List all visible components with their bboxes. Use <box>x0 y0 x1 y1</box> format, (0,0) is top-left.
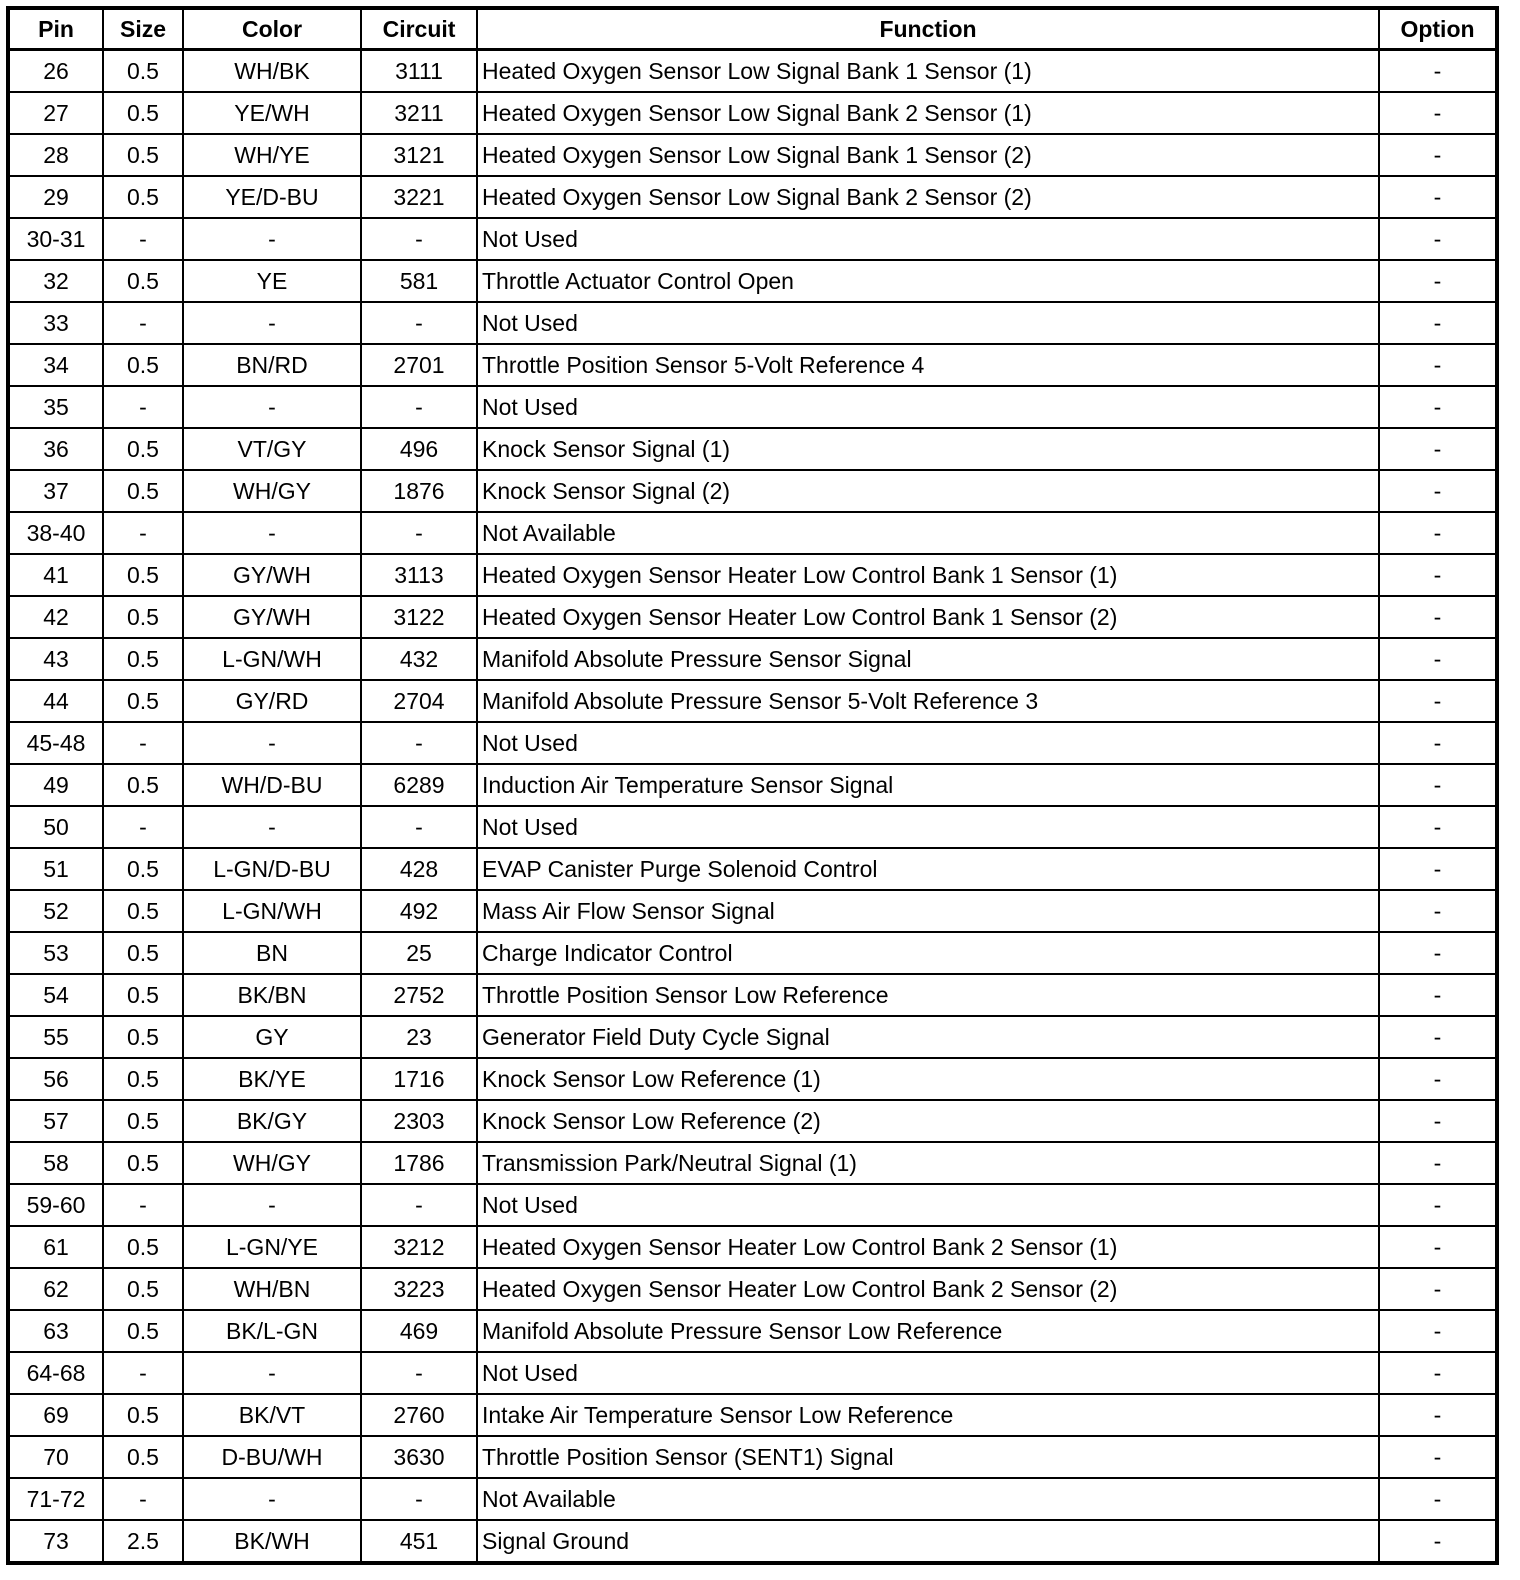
table-row <box>8 1100 1497 1142</box>
cell-function: Heated Oxygen Sensor Low Signal Bank 1 Sensor (1) <box>477 50 1379 93</box>
cell-option: - <box>1379 1478 1497 1520</box>
cell-circuit: 3113 <box>361 554 477 596</box>
cell-size: 0.5 <box>103 260 183 302</box>
cell-circuit: 3212 <box>361 1226 477 1268</box>
cell-pin: 61 <box>8 1226 103 1268</box>
table-row <box>8 386 1497 428</box>
cell-size: - <box>103 1352 183 1394</box>
connector-pinout-table <box>6 6 1499 1565</box>
cell-color: L-GN/YE <box>183 1226 361 1268</box>
cell-color: - <box>183 218 361 260</box>
header-option: Option <box>1379 8 1497 50</box>
cell-function: Transmission Park/Neutral Signal (1) <box>477 1142 1379 1184</box>
cell-function: Manifold Absolute Pressure Sensor Signal <box>477 638 1379 680</box>
table-row <box>8 848 1497 890</box>
cell-pin: 53 <box>8 932 103 974</box>
cell-circuit: 1876 <box>361 470 477 512</box>
cell-color: WH/BK <box>183 50 361 93</box>
cell-pin: 57 <box>8 1100 103 1142</box>
table-header-row <box>8 8 1497 50</box>
table-row <box>8 50 1497 93</box>
cell-size: - <box>103 302 183 344</box>
table-row <box>8 428 1497 470</box>
cell-circuit: 1786 <box>361 1142 477 1184</box>
cell-pin: 54 <box>8 974 103 1016</box>
table-row <box>8 302 1497 344</box>
table-row <box>8 890 1497 932</box>
cell-function: Heated Oxygen Sensor Heater Low Control Bank 2 Sensor (2) <box>477 1268 1379 1310</box>
table-row <box>8 134 1497 176</box>
cell-function: Induction Air Temperature Sensor Signal <box>477 764 1379 806</box>
table-row <box>8 1310 1497 1352</box>
cell-pin: 63 <box>8 1310 103 1352</box>
cell-option: - <box>1379 890 1497 932</box>
header-color: Color <box>183 8 361 50</box>
table-row <box>8 722 1497 764</box>
cell-color: L-GN/WH <box>183 890 361 932</box>
cell-function: Knock Sensor Low Reference (2) <box>477 1100 1379 1142</box>
cell-function: Heated Oxygen Sensor Low Signal Bank 2 Sensor (2) <box>477 176 1379 218</box>
table-row <box>8 1436 1497 1478</box>
cell-size: 0.5 <box>103 134 183 176</box>
cell-option: - <box>1379 176 1497 218</box>
cell-color: - <box>183 806 361 848</box>
cell-circuit: - <box>361 386 477 428</box>
cell-pin: 69 <box>8 1394 103 1436</box>
cell-function: Knock Sensor Signal (2) <box>477 470 1379 512</box>
cell-circuit: 2752 <box>361 974 477 1016</box>
cell-function: Not Used <box>477 386 1379 428</box>
cell-circuit: 3630 <box>361 1436 477 1478</box>
cell-option: - <box>1379 848 1497 890</box>
cell-function: Not Used <box>477 1184 1379 1226</box>
table-row <box>8 176 1497 218</box>
cell-circuit: - <box>361 806 477 848</box>
table-row <box>8 764 1497 806</box>
cell-color: VT/GY <box>183 428 361 470</box>
cell-size: - <box>103 1478 183 1520</box>
cell-size: - <box>103 1184 183 1226</box>
cell-function: Knock Sensor Signal (1) <box>477 428 1379 470</box>
cell-pin: 27 <box>8 92 103 134</box>
table-row <box>8 470 1497 512</box>
cell-option: - <box>1379 1310 1497 1352</box>
cell-function: Not Used <box>477 218 1379 260</box>
cell-color: GY <box>183 1016 361 1058</box>
cell-pin: 62 <box>8 1268 103 1310</box>
cell-option: - <box>1379 428 1497 470</box>
table-row <box>8 1352 1497 1394</box>
cell-size: 0.5 <box>103 428 183 470</box>
cell-color: GY/WH <box>183 554 361 596</box>
header-circuit: Circuit <box>361 8 477 50</box>
cell-circuit: - <box>361 218 477 260</box>
cell-function: EVAP Canister Purge Solenoid Control <box>477 848 1379 890</box>
pinout-document <box>6 6 1499 1565</box>
cell-color: BK/VT <box>183 1394 361 1436</box>
table-row <box>8 1016 1497 1058</box>
cell-size: 0.5 <box>103 890 183 932</box>
cell-circuit: 581 <box>361 260 477 302</box>
cell-pin: 28 <box>8 134 103 176</box>
cell-circuit: - <box>361 722 477 764</box>
cell-pin: 35 <box>8 386 103 428</box>
cell-size: 0.5 <box>103 1436 183 1478</box>
cell-circuit: 1716 <box>361 1058 477 1100</box>
cell-function: Throttle Position Sensor (SENT1) Signal <box>477 1436 1379 1478</box>
cell-pin: 70 <box>8 1436 103 1478</box>
cell-option: - <box>1379 302 1497 344</box>
cell-color: - <box>183 302 361 344</box>
cell-pin: 38-40 <box>8 512 103 554</box>
cell-pin: 43 <box>8 638 103 680</box>
cell-circuit: 3121 <box>361 134 477 176</box>
cell-pin: 37 <box>8 470 103 512</box>
cell-pin: 41 <box>8 554 103 596</box>
cell-color: BK/WH <box>183 1520 361 1563</box>
cell-size: 0.5 <box>103 596 183 638</box>
cell-color: BK/GY <box>183 1100 361 1142</box>
cell-color: - <box>183 1478 361 1520</box>
cell-option: - <box>1379 92 1497 134</box>
cell-color: - <box>183 386 361 428</box>
cell-option: - <box>1379 806 1497 848</box>
cell-circuit: 496 <box>361 428 477 470</box>
table-row <box>8 1394 1497 1436</box>
cell-circuit: - <box>361 1478 477 1520</box>
cell-pin: 51 <box>8 848 103 890</box>
table-body <box>8 50 1497 1564</box>
cell-option: - <box>1379 1184 1497 1226</box>
table-row <box>8 92 1497 134</box>
cell-function: Manifold Absolute Pressure Sensor Low Reference <box>477 1310 1379 1352</box>
cell-function: Heated Oxygen Sensor Heater Low Control Bank 2 Sensor (1) <box>477 1226 1379 1268</box>
cell-pin: 34 <box>8 344 103 386</box>
cell-option: - <box>1379 554 1497 596</box>
cell-color: BN/RD <box>183 344 361 386</box>
cell-option: - <box>1379 1352 1497 1394</box>
cell-function: Not Available <box>477 1478 1379 1520</box>
cell-size: 0.5 <box>103 680 183 722</box>
cell-size: 0.5 <box>103 344 183 386</box>
cell-function: Mass Air Flow Sensor Signal <box>477 890 1379 932</box>
cell-pin: 56 <box>8 1058 103 1100</box>
table-row <box>8 1184 1497 1226</box>
cell-color: YE <box>183 260 361 302</box>
table-row <box>8 554 1497 596</box>
cell-option: - <box>1379 386 1497 428</box>
cell-circuit: 451 <box>361 1520 477 1563</box>
cell-color: - <box>183 1352 361 1394</box>
cell-circuit: - <box>361 1184 477 1226</box>
cell-size: 0.5 <box>103 92 183 134</box>
header-pin: Pin <box>8 8 103 50</box>
table-row <box>8 680 1497 722</box>
table-row <box>8 1142 1497 1184</box>
table-row <box>8 260 1497 302</box>
cell-option: - <box>1379 1016 1497 1058</box>
cell-option: - <box>1379 260 1497 302</box>
cell-function: Throttle Position Sensor 5-Volt Reference 4 <box>477 344 1379 386</box>
table-row <box>8 1268 1497 1310</box>
cell-option: - <box>1379 1226 1497 1268</box>
cell-pin: 42 <box>8 596 103 638</box>
cell-option: - <box>1379 764 1497 806</box>
cell-function: Heated Oxygen Sensor Low Signal Bank 1 Sensor (2) <box>477 134 1379 176</box>
cell-size: 0.5 <box>103 1226 183 1268</box>
cell-function: Throttle Actuator Control Open <box>477 260 1379 302</box>
cell-function: Knock Sensor Low Reference (1) <box>477 1058 1379 1100</box>
cell-size: 0.5 <box>103 1016 183 1058</box>
cell-size: 0.5 <box>103 470 183 512</box>
cell-function: Heated Oxygen Sensor Low Signal Bank 2 Sensor (1) <box>477 92 1379 134</box>
cell-size: 0.5 <box>103 50 183 93</box>
cell-option: - <box>1379 1142 1497 1184</box>
cell-circuit: 3122 <box>361 596 477 638</box>
cell-size: 0.5 <box>103 1058 183 1100</box>
cell-color: L-GN/D-BU <box>183 848 361 890</box>
cell-function: Manifold Absolute Pressure Sensor 5-Volt Reference 3 <box>477 680 1379 722</box>
cell-color: WH/GY <box>183 1142 361 1184</box>
cell-size: 0.5 <box>103 1100 183 1142</box>
cell-pin: 73 <box>8 1520 103 1563</box>
cell-option: - <box>1379 680 1497 722</box>
cell-color: WH/BN <box>183 1268 361 1310</box>
cell-pin: 49 <box>8 764 103 806</box>
cell-circuit: 6289 <box>361 764 477 806</box>
cell-size: 0.5 <box>103 932 183 974</box>
table-row <box>8 638 1497 680</box>
table-row <box>8 1478 1497 1520</box>
cell-function: Not Used <box>477 806 1379 848</box>
cell-color: BK/BN <box>183 974 361 1016</box>
table-row <box>8 1058 1497 1100</box>
cell-circuit: - <box>361 512 477 554</box>
header-size: Size <box>103 8 183 50</box>
cell-function: Not Available <box>477 512 1379 554</box>
cell-pin: 32 <box>8 260 103 302</box>
cell-pin: 30-31 <box>8 218 103 260</box>
cell-option: - <box>1379 1436 1497 1478</box>
cell-function: Intake Air Temperature Sensor Low Reference <box>477 1394 1379 1436</box>
cell-size: - <box>103 722 183 764</box>
cell-size: 0.5 <box>103 974 183 1016</box>
cell-option: - <box>1379 470 1497 512</box>
cell-pin: 71-72 <box>8 1478 103 1520</box>
cell-color: WH/GY <box>183 470 361 512</box>
cell-option: - <box>1379 344 1497 386</box>
cell-color: YE/WH <box>183 92 361 134</box>
cell-pin: 58 <box>8 1142 103 1184</box>
table-row <box>8 806 1497 848</box>
cell-circuit: 2701 <box>361 344 477 386</box>
cell-circuit: 2760 <box>361 1394 477 1436</box>
cell-function: Generator Field Duty Cycle Signal <box>477 1016 1379 1058</box>
cell-circuit: 3221 <box>361 176 477 218</box>
cell-option: - <box>1379 1058 1497 1100</box>
cell-size: 0.5 <box>103 764 183 806</box>
cell-pin: 29 <box>8 176 103 218</box>
cell-circuit: 25 <box>361 932 477 974</box>
cell-option: - <box>1379 50 1497 93</box>
cell-pin: 59-60 <box>8 1184 103 1226</box>
table-row <box>8 344 1497 386</box>
cell-option: - <box>1379 218 1497 260</box>
cell-size: 2.5 <box>103 1520 183 1563</box>
cell-option: - <box>1379 596 1497 638</box>
cell-color: - <box>183 512 361 554</box>
cell-function: Not Used <box>477 1352 1379 1394</box>
cell-option: - <box>1379 1268 1497 1310</box>
cell-circuit: - <box>361 1352 477 1394</box>
cell-option: - <box>1379 1520 1497 1563</box>
cell-option: - <box>1379 974 1497 1016</box>
cell-color: YE/D-BU <box>183 176 361 218</box>
cell-option: - <box>1379 1100 1497 1142</box>
cell-circuit: 23 <box>361 1016 477 1058</box>
cell-function: Heated Oxygen Sensor Heater Low Control Bank 1 Sensor (2) <box>477 596 1379 638</box>
cell-circuit: 428 <box>361 848 477 890</box>
cell-color: GY/WH <box>183 596 361 638</box>
cell-circuit: 2704 <box>361 680 477 722</box>
cell-pin: 36 <box>8 428 103 470</box>
cell-size: 0.5 <box>103 1268 183 1310</box>
cell-size: 0.5 <box>103 554 183 596</box>
cell-option: - <box>1379 722 1497 764</box>
cell-function: Not Used <box>477 302 1379 344</box>
cell-color: WH/D-BU <box>183 764 361 806</box>
cell-function: Throttle Position Sensor Low Reference <box>477 974 1379 1016</box>
cell-circuit: 432 <box>361 638 477 680</box>
cell-size: 0.5 <box>103 176 183 218</box>
cell-function: Not Used <box>477 722 1379 764</box>
table-row <box>8 974 1497 1016</box>
table-row <box>8 596 1497 638</box>
cell-option: - <box>1379 1394 1497 1436</box>
cell-option: - <box>1379 512 1497 554</box>
cell-circuit: 492 <box>361 890 477 932</box>
cell-option: - <box>1379 134 1497 176</box>
cell-pin: 64-68 <box>8 1352 103 1394</box>
cell-size: - <box>103 512 183 554</box>
cell-size: - <box>103 386 183 428</box>
cell-color: BK/L-GN <box>183 1310 361 1352</box>
cell-size: 0.5 <box>103 848 183 890</box>
cell-circuit: 469 <box>361 1310 477 1352</box>
cell-circuit: 3111 <box>361 50 477 93</box>
cell-circuit: 3211 <box>361 92 477 134</box>
cell-function: Signal Ground <box>477 1520 1379 1563</box>
cell-size: - <box>103 806 183 848</box>
cell-size: 0.5 <box>103 1394 183 1436</box>
cell-option: - <box>1379 932 1497 974</box>
cell-function: Charge Indicator Control <box>477 932 1379 974</box>
cell-color: L-GN/WH <box>183 638 361 680</box>
cell-option: - <box>1379 638 1497 680</box>
cell-color: WH/YE <box>183 134 361 176</box>
cell-color: - <box>183 722 361 764</box>
cell-size: 0.5 <box>103 638 183 680</box>
table-row <box>8 512 1497 554</box>
cell-color: GY/RD <box>183 680 361 722</box>
cell-circuit: - <box>361 302 477 344</box>
table-row <box>8 1520 1497 1563</box>
cell-pin: 50 <box>8 806 103 848</box>
cell-size: 0.5 <box>103 1310 183 1352</box>
table-row <box>8 1226 1497 1268</box>
cell-pin: 52 <box>8 890 103 932</box>
cell-color: - <box>183 1184 361 1226</box>
cell-size: 0.5 <box>103 1142 183 1184</box>
cell-color: D-BU/WH <box>183 1436 361 1478</box>
cell-size: - <box>103 218 183 260</box>
cell-color: BK/YE <box>183 1058 361 1100</box>
cell-circuit: 2303 <box>361 1100 477 1142</box>
table-row <box>8 932 1497 974</box>
header-function: Function <box>477 8 1379 50</box>
cell-pin: 44 <box>8 680 103 722</box>
cell-function: Heated Oxygen Sensor Heater Low Control Bank 1 Sensor (1) <box>477 554 1379 596</box>
cell-color: BN <box>183 932 361 974</box>
cell-pin: 26 <box>8 50 103 93</box>
cell-circuit: 3223 <box>361 1268 477 1310</box>
table-row <box>8 218 1497 260</box>
cell-pin: 33 <box>8 302 103 344</box>
cell-pin: 55 <box>8 1016 103 1058</box>
cell-pin: 45-48 <box>8 722 103 764</box>
